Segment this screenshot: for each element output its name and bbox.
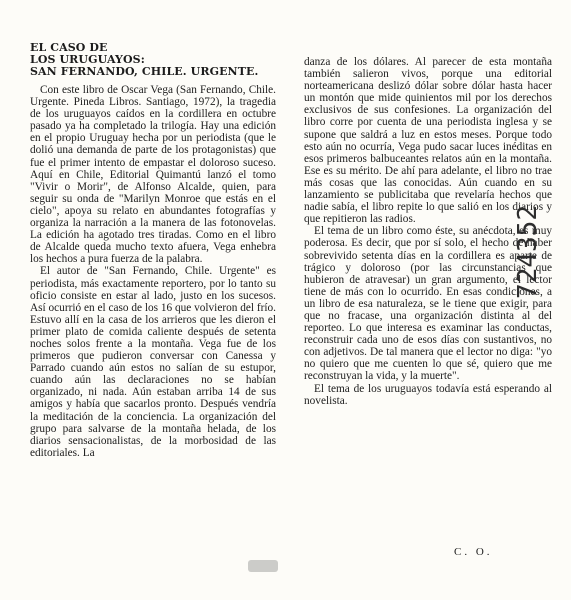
paragraph: El tema de un libro como éste, su anécdota, es muy poderosa. Es decir, que por sí solo, el hecho de haber sobrevivido setenta días en la cordillera es aparte de trágico y doloroso (por las circunstancias que hubieron de atravesar) un gran argumento, el lector tiene de más con lo ocurrido. En esas condiciones, a un libro de esa naturaleza, se le tiene que exigir, para que no fracase, una organización distinta al del reporteo. Lo que interesa es examinar las conductas, reconstruir cada uno de esos días con sustantivos, no con adjetivos. De tal manera que el lector no diga: "yo no quiero que me cuenten lo que sé, quiero que me reconstruyan la vida, y la muerte". bbox=[304, 225, 552, 383]
paragraph: danza de los dólares. Al parecer de esta montaña también salieron vivos, porque una editorial norteamericana deslizó dólar sobre dólar hasta hacer un montón que mide quinientos mil por los derechos exclusivos de sus confesiones. La organización del libro corre por cuenta de una periodista inglesa y se supone que saldrá a luz en estos meses. Porque todo esto aún no ocurría, Vega pudo sacar luces inéditas en esos primeros balbuceantes relatos aún en la montaña. Ese es su mérito. De ahí para adelante, el libro no trae más cosas que las conocidas. Aún cuando en su lanzamiento se publicitaba que revelaría hechos que nadie sabía, el libro repite lo que salió en los diarios y que repitieron las radios. bbox=[304, 56, 552, 226]
article-column-left bbox=[30, 84, 276, 584]
paragraph: El tema de los uruguayos todavía está esperando al novelista. bbox=[304, 382, 552, 407]
handwritten-archive-code bbox=[448, 172, 571, 299]
paragraph: Con este libro de Oscar Vega (San Fernando, Chile. Urgente. Pineda Libros. Santiago, 1972), la tragedia de los uruguayos caídos en la cordillera en octubre pasado ya ha completado la trilogía. Hay una edición en el propio Uruguay hecha por un periodista (que le dolió una demanda de parte de los protagonistas) que fue el primer intento de empastar el doloroso suceso. Aquí en Chile, Editorial Quimantú lanzó el tomo "Vivir o Morir", de Alfonso Alcalde, quien, para seguir su onda de "Marilyn Monroe que estás en el cielo", apoya su relato en abundantes fotografías y organiza la narración a la manera de las fotonovelas. La edición ha agotado tres tiradas. Como en el libro de Alcalde queda mucho texto afuera, Vega enhebra los hechos a pura fuerza de la palabra. bbox=[30, 84, 276, 266]
paragraph: El autor de "San Fernando, Chile. Urgente" es periodista, más exactamente reportero, por lo tanto su oficio consiste en estar al lado, justo en los sucesos. Así ocurrió en el caso de los 16 que volvieron del frío. Estuvo allí en la casa de los arrieros que les dieron el primer plato de comida caliente después de setenta noches solos frente a la montaña. Vega fue de los primeros que pudieron conversar con Canessa y Parrado cuando aún estos no salían de su estupor, cuando aún las declaraciones no se habían organizado, ni nada. Aún estaban arriba 14 de sus amigos y había que sacarlos pronto. Después vendría la meditación de la conciencia. La organización del grupo para salvarse de la montaña helada, de los diarios sensacionalistas, de la morbosidad de las editoriales. La bbox=[30, 265, 276, 459]
archive-code-text: 724352 bbox=[513, 205, 543, 299]
ink-smudge bbox=[248, 560, 278, 572]
title-line-1: EL CASO DE bbox=[30, 41, 108, 54]
author-signature: C. O. bbox=[454, 546, 493, 558]
title-line-2: LOS URUGUAYOS: bbox=[30, 53, 145, 66]
article-title bbox=[30, 42, 270, 78]
title-line-3: SAN FERNANDO, CHILE. URGENTE. bbox=[30, 65, 259, 78]
